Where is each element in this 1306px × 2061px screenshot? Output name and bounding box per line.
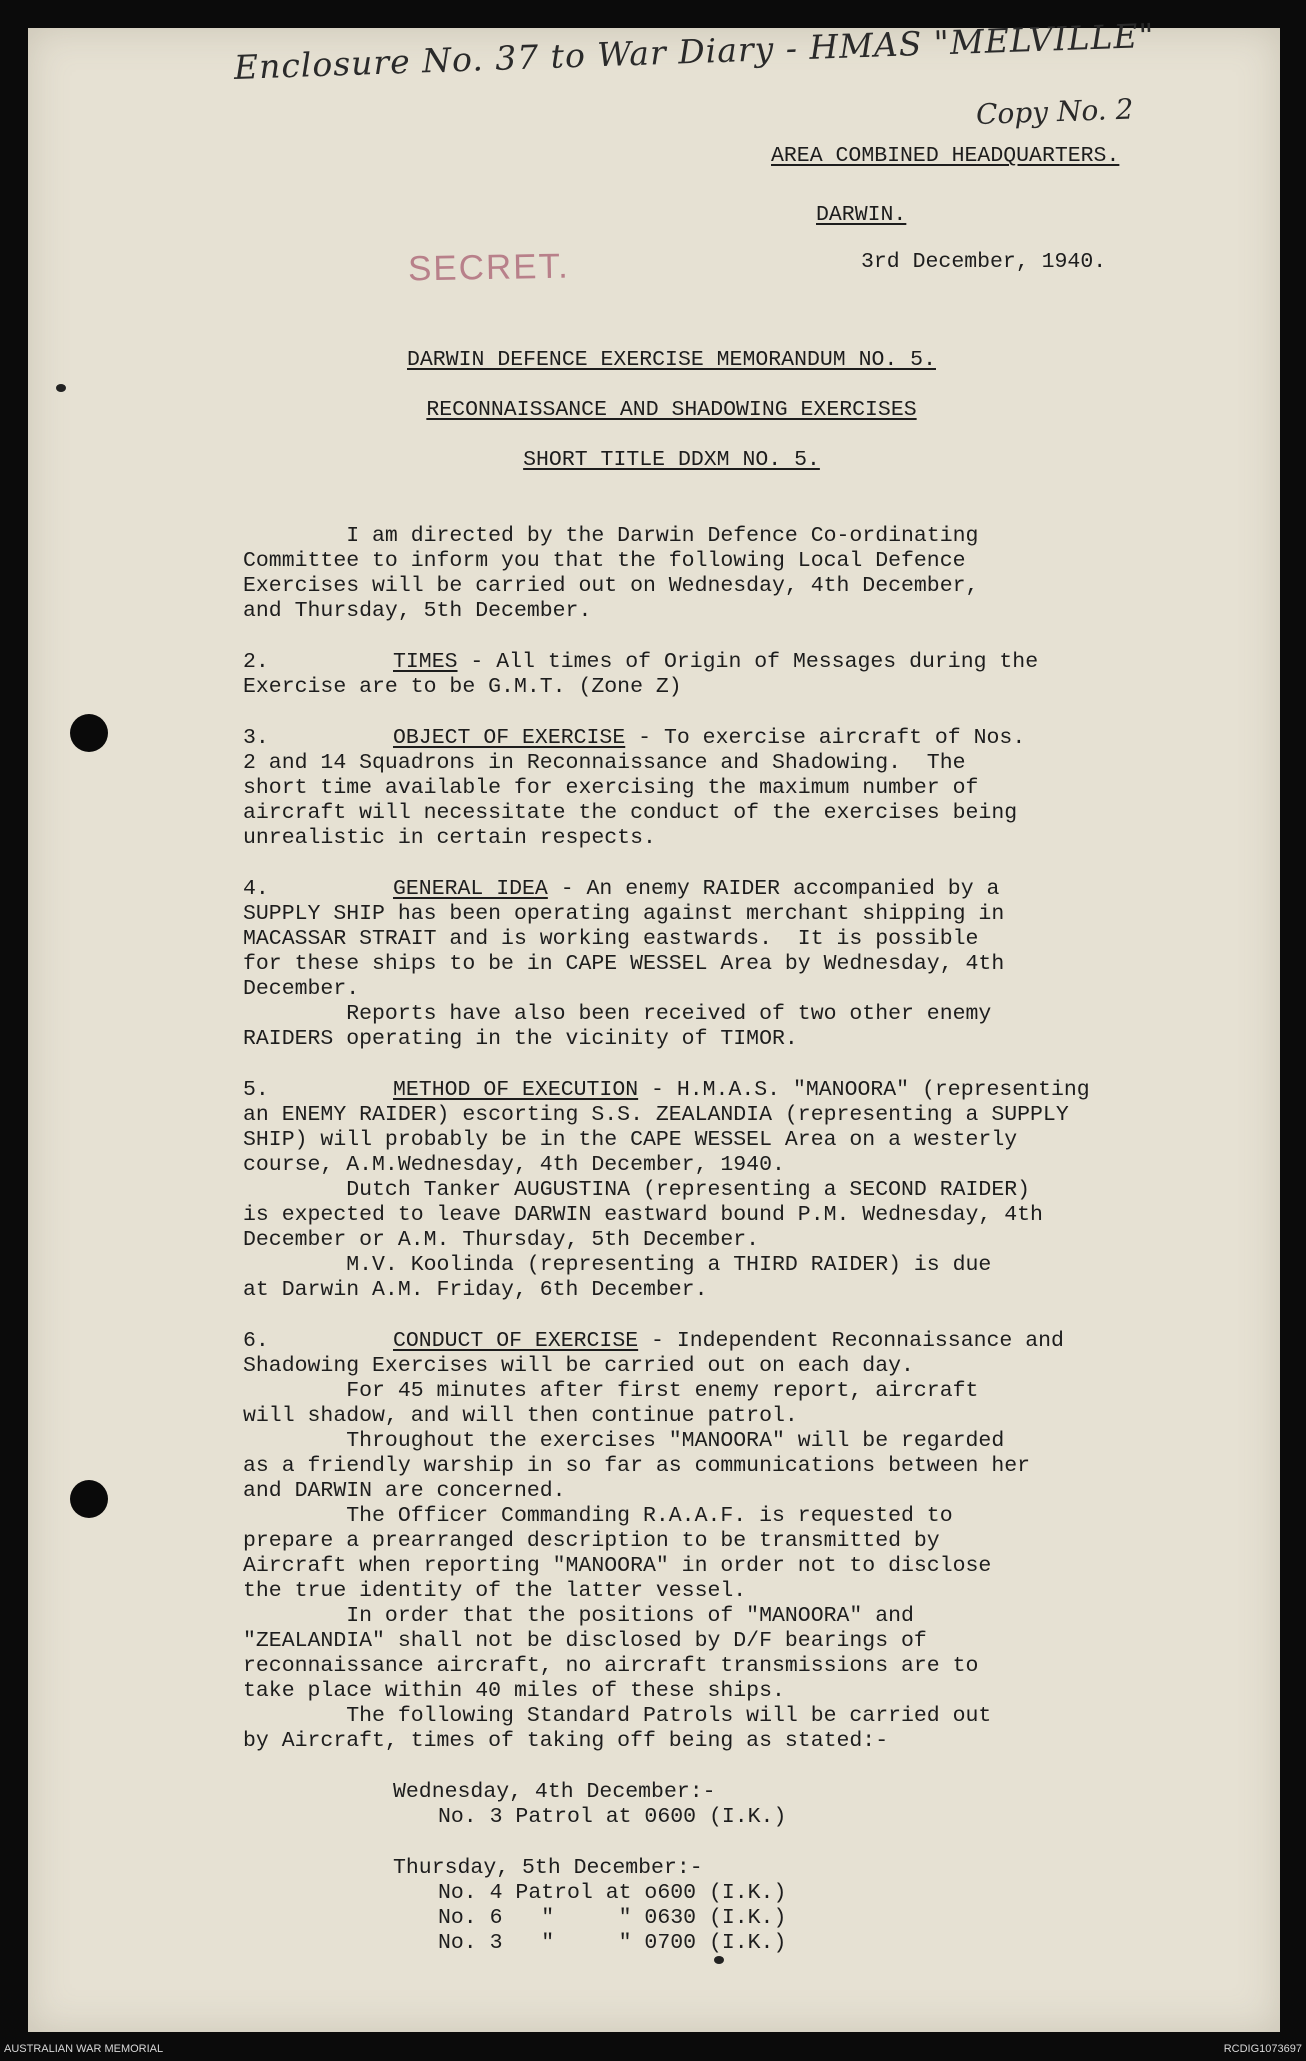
schedule-day: Wednesday, 4th December:- — [393, 1780, 716, 1804]
schedule-day: Thursday, 5th December:- — [393, 1856, 703, 1880]
section-line: SHIP) will probably be in the CAPE WESSEL Area on a westerly — [243, 1128, 1018, 1152]
section-line: Reports have also been received of two other enemy — [243, 1002, 992, 1026]
section-line: MACASSAR STRAIT and is working eastwards. It is possible — [243, 927, 979, 951]
section-line: For 45 minutes after first enemy report, aircraft — [243, 1379, 979, 1403]
footer-record-id: RCDIG1073697 — [1223, 2043, 1302, 2055]
punch-hole-top — [70, 714, 108, 752]
section-line: will shadow, and will then continue patrol. — [243, 1404, 798, 1428]
patrol-schedule — [243, 1780, 1243, 1956]
handwritten-enclosure-note: Enclosure No. 37 to War Diary - HMAS "MELVILLE" — [233, 15, 1156, 87]
paper-mark-1 — [56, 384, 66, 392]
section-heading: OBJECT OF EXERCISE — [393, 726, 626, 750]
header-office: AREA COMBINED HEADQUARTERS. — [771, 144, 1120, 168]
section-line: is expected to leave DARWIN eastward bound P.M. Wednesday, 4th — [243, 1203, 1043, 1227]
intro-paragraph — [243, 524, 1243, 624]
paper-mark-2 — [714, 1956, 724, 1964]
intro-line: and Thursday, 5th December. — [243, 599, 592, 623]
schedule-patrol: No. 6 " " 0630 (I.K.) — [438, 1906, 787, 1930]
section-line: December or A.M. Thursday, 5th December. — [243, 1228, 760, 1252]
intro-line: I am directed by the Darwin Defence Co-ordinating — [243, 524, 979, 548]
section-line: 2 and 14 Squadrons in Reconnaissance and Shadowing. The — [243, 751, 966, 775]
section-line: Throughout the exercises "MANOORA" will be regarded — [243, 1429, 1005, 1453]
handwritten-copy-note: Copy No. 2 — [975, 92, 1134, 131]
section-line: Dutch Tanker AUGUSTINA (representing a SECOND RAIDER) — [243, 1178, 1031, 1202]
section-line: aircraft will necessitate the conduct of the exercises being — [243, 801, 1018, 825]
section-method — [243, 1078, 1243, 1303]
section-first-line: - Independent Reconnaissance and — [638, 1329, 1064, 1353]
section-line: and DARWIN are concerned. — [243, 1479, 566, 1503]
section-line: take place within 40 miles of these ships. — [243, 1679, 785, 1703]
section-line: SUPPLY SHIP has been operating against merchant shipping in — [243, 902, 1005, 926]
section-number: 6. — [243, 1329, 269, 1353]
section-line: December. — [243, 977, 360, 1001]
section-heading: GENERAL IDEA — [393, 877, 548, 901]
section-line: for these ships to be in CAPE WESSEL Area by Wednesday, 4th — [243, 952, 1005, 976]
intro-line: Committee to inform you that the following Local Defence — [243, 549, 966, 573]
section-heading: METHOD OF EXECUTION — [393, 1078, 639, 1102]
punch-hole-bottom — [70, 1480, 108, 1518]
memo-title: DARWIN DEFENCE EXERCISE MEMORANDUM NO. 5. — [407, 348, 936, 372]
secret-stamp: SECRET. — [407, 246, 571, 289]
section-line: the true identity of the latter vessel. — [243, 1579, 747, 1603]
section-line: an ENEMY RAIDER) escorting S.S. ZEALANDIA (representing a SUPPLY — [243, 1103, 1069, 1127]
document-page — [28, 15, 1280, 2032]
header-place: DARWIN. — [816, 203, 907, 227]
section-first-line: - An enemy RAIDER accompanied by a — [547, 877, 1000, 901]
section-first-line: - To exercise aircraft of Nos. — [625, 726, 1026, 750]
section-line: unrealistic in certain respects. — [243, 826, 656, 850]
section-line: by Aircraft, times of taking off being as stated:- — [243, 1729, 889, 1753]
section-first-line: - H.M.A.S. "MANOORA" (representing — [638, 1078, 1090, 1102]
section-heading: CONDUCT OF EXERCISE — [393, 1329, 639, 1353]
memo-short-title: SHORT TITLE DDXM NO. 5. — [523, 448, 820, 472]
section-number: 2. — [243, 650, 269, 674]
section-number: 3. — [243, 726, 269, 750]
section-conduct — [243, 1329, 1243, 1754]
section-line: "ZEALANDIA" shall not be disclosed by D/F bearings of — [243, 1629, 927, 1653]
header-date: 3rd December, 1940. — [861, 250, 1107, 274]
section-line: The Officer Commanding R.A.A.F. is requested to — [243, 1504, 953, 1528]
section-line: The following Standard Patrols will be carried out — [243, 1704, 992, 1728]
schedule-patrol: No. 3 Patrol at 0600 (I.K.) — [438, 1805, 787, 1829]
section-line: reconnaissance aircraft, no aircraft transmissions are to — [243, 1654, 979, 1678]
section-number: 4. — [243, 877, 269, 901]
section-general-idea — [243, 877, 1243, 1052]
section-line: Shadowing Exercises will be carried out on each day. — [243, 1354, 914, 1378]
section-heading: TIMES — [393, 650, 458, 674]
section-first-line: - All times of Origin of Messages during the — [457, 650, 1039, 674]
section-line: at Darwin A.M. Friday, 6th December. — [243, 1278, 708, 1302]
schedule-patrol: No. 4 Patrol at o600 (I.K.) — [438, 1881, 787, 1905]
memo-subtitle: RECONNAISSANCE AND SHADOWING EXERCISES — [426, 398, 917, 422]
section-line: In order that the positions of "MANOORA" and — [243, 1604, 914, 1628]
section-number: 5. — [243, 1078, 269, 1102]
section-line: RAIDERS operating in the vicinity of TIMOR. — [243, 1027, 798, 1051]
footer-archive-credit: AUSTRALIAN WAR MEMORIAL — [4, 2043, 164, 2055]
section-object — [243, 726, 1243, 851]
section-line: as a friendly warship in so far as communications between her — [243, 1454, 1031, 1478]
section-line: prepare a prearranged description to be transmitted by — [243, 1529, 940, 1553]
section-line: Aircraft when reporting "MANOORA" in order not to disclose — [243, 1554, 992, 1578]
section-line: short time available for exercising the maximum number of — [243, 776, 979, 800]
section-line: course, A.M.Wednesday, 4th December, 1940. — [243, 1153, 785, 1177]
memo-body — [243, 524, 1243, 1956]
section-times — [243, 650, 1243, 700]
schedule-patrol: No. 3 " " 0700 (I.K.) — [438, 1931, 787, 1955]
section-line: Exercise are to be G.M.T. (Zone Z) — [243, 675, 682, 699]
intro-line: Exercises will be carried out on Wednesday, 4th December, — [243, 574, 979, 598]
section-line: M.V. Koolinda (representing a THIRD RAIDER) is due — [243, 1253, 992, 1277]
